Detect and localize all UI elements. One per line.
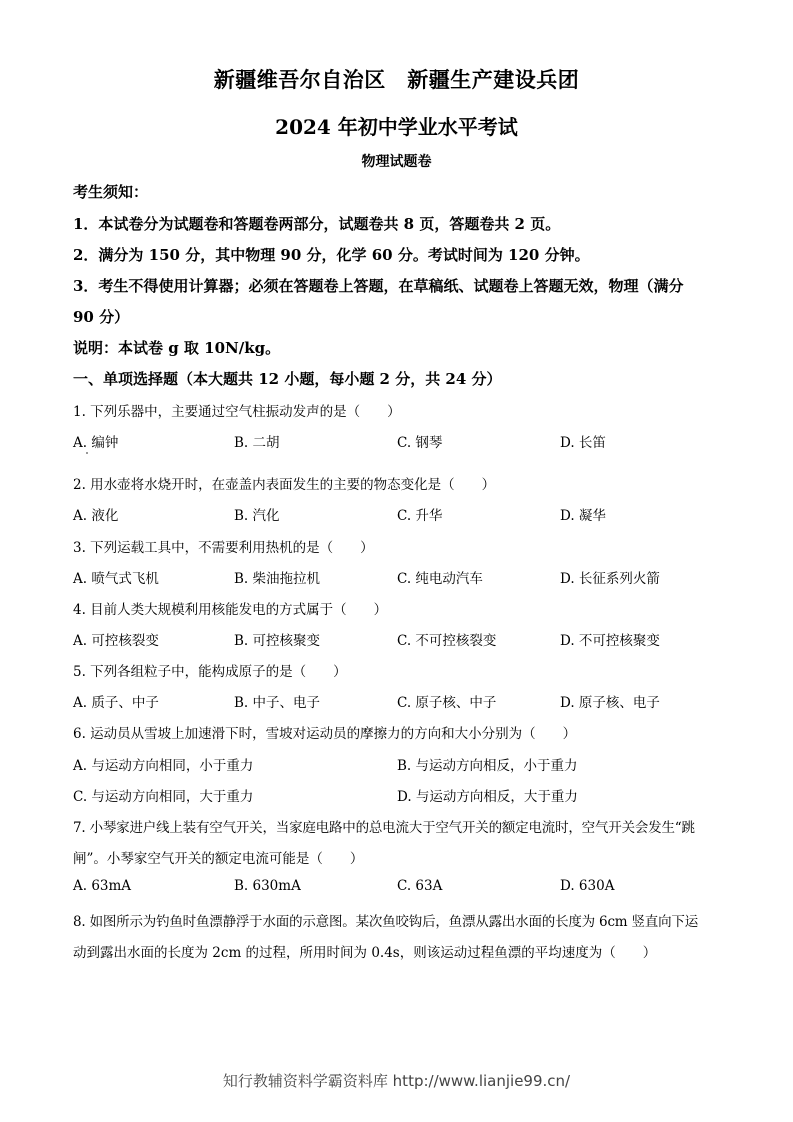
question-4-options (0, 629, 793, 649)
notice-item-3-line2: 90 分） (73, 308, 130, 326)
section-title: 一、单项选择题（本大题共 12 小题，每小题 2 分，共 24 分） (73, 370, 502, 388)
question-6-stem: 6. 运动员从雪坡上加速滑下时，雪坡对运动员的摩擦力的方向和大小分别为（ ） (73, 726, 577, 742)
option-b: B. 二胡 (234, 435, 280, 451)
notice-explain: 说明：本试卷 g 取 10N/kg。 (73, 339, 281, 357)
option-c: C. 与运动方向相同，大于重力 (73, 789, 254, 805)
question-7-stem-line2: 闸”。小琴家空气开关的额定电流可能是（ ） (73, 851, 364, 867)
option-d: D. 长征系列火箭 (560, 571, 660, 587)
option-a: A. 喷气式飞机 (73, 571, 159, 587)
exam-title-region: 新疆维吾尔自治区 新疆生产建设兵团 (213, 67, 580, 92)
question-6-options-row1 (0, 754, 793, 774)
question-4-stem: 4. 目前人类大规模利用核能发电的方式属于（ ） (73, 602, 388, 618)
option-a: A. 63mA (73, 878, 132, 894)
watermark-footer: 知行教辅资料学霸资料库 http://www.lianjie99.cn/ (222, 1072, 571, 1090)
question-7-stem-line1: 7. 小琴家进户线上装有空气开关，当家庭电路中的总电流大于空气开关的额定电流时，空气开关会发生“跳 (73, 820, 695, 836)
option-c: C. 不可控核裂变 (397, 633, 497, 649)
notice-heading: 考生须知： (73, 183, 149, 201)
question-5-options (0, 691, 793, 711)
option-b: B. 中子、电子 (234, 695, 321, 711)
option-d: D. 与运动方向相反，大于重力 (397, 789, 578, 805)
option-d: D. 长笛 (560, 435, 606, 451)
option-d: D. 凝华 (560, 508, 606, 524)
option-b: B. 柴油拖拉机 (234, 571, 321, 587)
question-5-stem: 5. 下列各组粒子中，能构成原子的是（ ） (73, 664, 347, 680)
notice-item-3-line1: 3．考生不得使用计算器；必须在答题卷上答题，在草稿纸、试题卷上答题无效，物理（满分 (73, 277, 684, 295)
option-a: A. 质子、中子 (73, 695, 159, 711)
option-b: B. 630mA (234, 878, 301, 894)
option-b: B. 可控核聚变 (234, 633, 321, 649)
question-2-stem: 2. 用水壶将水烧开时，在壶盖内表面发生的主要的物态变化是（ ） (73, 477, 496, 493)
exam-subject: 物理试题卷 (361, 154, 432, 170)
stray-mark (86, 452, 88, 454)
option-d: D. 630A (560, 878, 615, 894)
option-c: C. 钢琴 (397, 435, 443, 451)
question-3-options (0, 567, 793, 587)
option-b: B. 汽化 (234, 508, 280, 524)
option-d: D. 不可控核聚变 (560, 633, 660, 649)
notice-item-2: 2．满分为 150 分，其中物理 90 分，化学 60 分。考试时间为 120 分钟。 (73, 246, 590, 264)
option-a: A. 可控核裂变 (73, 633, 159, 649)
option-d: D. 原子核、电子 (560, 695, 660, 711)
question-8-stem-line1: 8. 如图所示为钓鱼时鱼漂静浮于水面的示意图。某次鱼咬钩后，鱼漂从露出水面的长度为 6cm 竖直向下运 (73, 914, 699, 930)
question-8-stem-line2: 动到露出水面的长度为 2cm 的过程，所用时间为 0.4s，则该运动过程鱼漂的平均速度为（ ） (73, 945, 657, 961)
question-6-options-row2 (0, 785, 793, 805)
option-c: C. 纯电动汽车 (397, 571, 483, 587)
question-1-stem: 1. 下列乐器中，主要通过空气柱振动发声的是（ ） (73, 404, 401, 420)
question-7-options (0, 878, 793, 898)
exam-title-year: 2024 年初中学业水平考试 (275, 115, 518, 139)
question-3-stem: 3. 下列运载工具中，不需要利用热机的是（ ） (73, 540, 374, 556)
option-c: C. 63A (397, 878, 443, 894)
option-b: B. 与运动方向相反，小于重力 (397, 758, 578, 774)
question-1-options (0, 431, 793, 451)
option-c: C. 升华 (397, 508, 443, 524)
option-c: C. 原子核、中子 (397, 695, 497, 711)
option-a: A. 与运动方向相同，小于重力 (73, 758, 254, 774)
question-2-options (0, 504, 793, 524)
option-a: A. 编钟 (73, 435, 119, 451)
option-a: A. 液化 (73, 508, 119, 524)
notice-item-1: 1．本试卷分为试题卷和答题卷两部分，试题卷共 8 页，答题卷共 2 页。 (73, 215, 561, 233)
